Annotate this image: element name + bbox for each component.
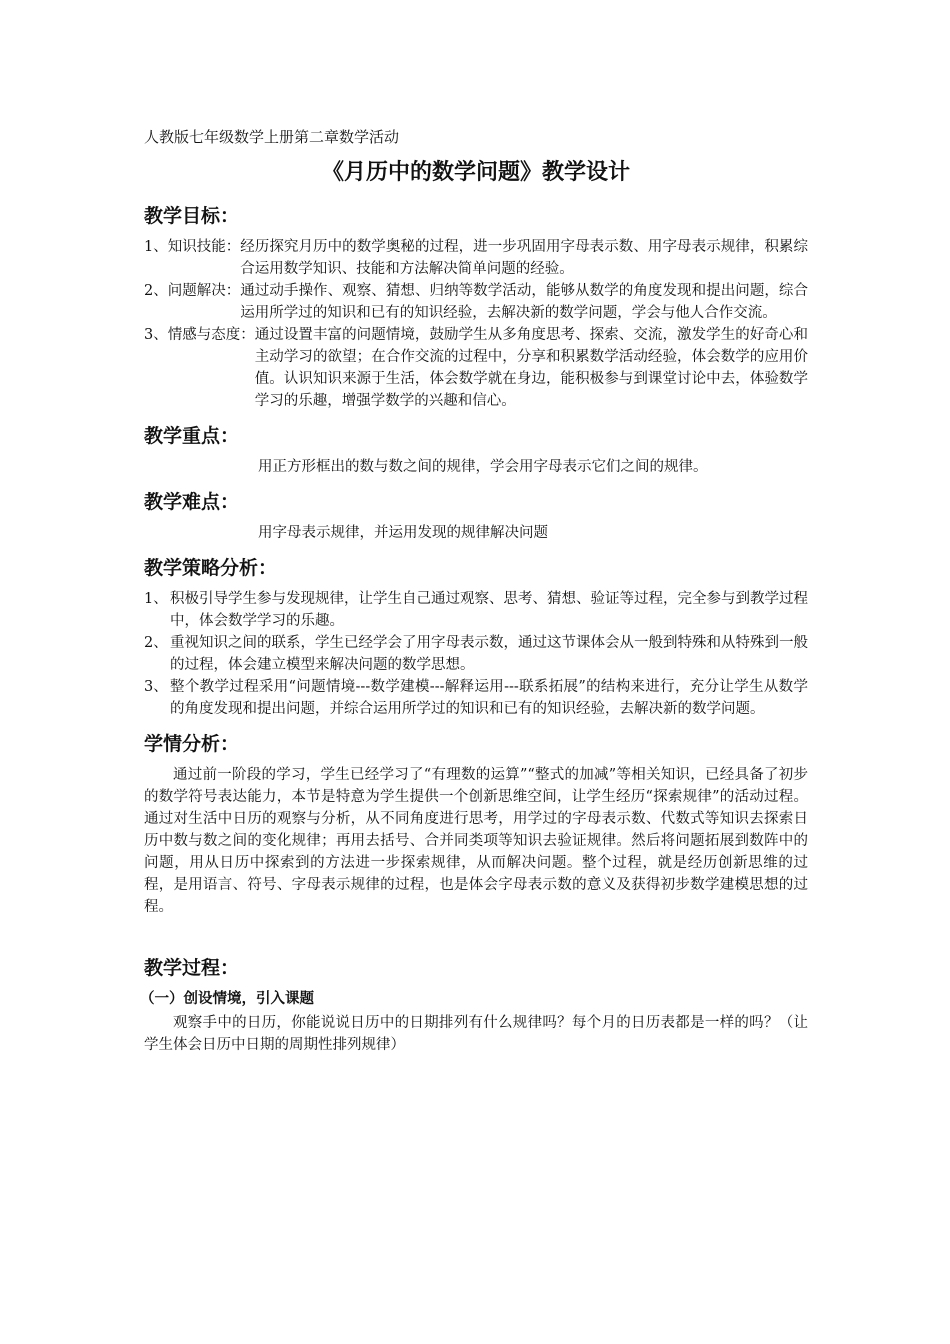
strategy-item xyxy=(144,588,808,632)
objective-text: 经历探究月历中的数学奥秘的过程，进一步巩固用字母表示数、用字母表示规律，积累综合运用数学知识、技能和方法解决简单问题的经验。 xyxy=(240,239,808,277)
objective-label: 1、知识技能： xyxy=(144,239,241,255)
strategy-heading: 教学策略分析： xyxy=(144,557,278,579)
analysis-text: 通过前一阶段的学习，学生已经学习了“有理数的运算”“整式的加减”等相关知识，已经具备了初步的数学符号表达能力，本节是特意为学生提供一个创新思维空间，让学生经历“探索规律”的活动过程。通过对生活中日历的观察与分析，从不同角度进行思考，用学过的字母表示数、代数式等知识去探索日历中数与数之间的变化规律；再用去括号、合并同类项等知识去验证规律。然后将问题拓展到数阵中的问题，用从日历中探索到的方法进一步探索规律，从而解决问题。整个过程，就是经历创新思维的过程，是用语言、符号、字母表示规律的过程，也是体会字母表示数的意义及获得初步数学建模思想的过程。 xyxy=(144,767,808,915)
strategy-text: 整个教学过程采用“问题情境---数学建模---解释运用---联系拓展”的结构来进行，充分让学生从数学的角度发现和提出问题，并综合运用所学过的知识和已有的知识经验，去解决新的数学问题。 xyxy=(170,679,808,717)
difficulties-text: 用字母表示规律，并运用发现的规律解决问题 xyxy=(258,525,548,541)
objectives-list xyxy=(144,236,808,412)
objective-text: 通过设置丰富的问题情境，鼓励学生从多角度思考、探索、交流，激发学生的好奇心和主动学习的欲望；在合作交流的过程中，分享和积累数学活动经验，体会数学的应用价值。认识知识来源于生活，体会数学就在身边，能积极参与到课堂讨论中去，体验数学学习的乐趣，增强学数学的兴趣和信心。 xyxy=(254,327,808,409)
document-content xyxy=(140,126,808,1056)
strategy-list xyxy=(144,588,808,720)
strategy-item xyxy=(144,676,808,720)
objective-item xyxy=(144,236,808,280)
process-heading: 教学过程： xyxy=(144,957,240,979)
strategy-label: 1、 xyxy=(144,591,168,607)
analysis-heading: 学情分析： xyxy=(144,733,240,755)
strategy-text: 重视知识之间的联系，学生已经学会了用字母表示数，通过这节课体会从一般到特殊和从特殊到一般的过程，体会建立模型来解决问题的数学思想。 xyxy=(170,635,808,673)
objective-label: 3、情感与态度： xyxy=(144,327,255,343)
key-points-heading: 教学重点： xyxy=(144,425,240,447)
objective-item xyxy=(144,280,808,324)
strategy-text: 积极引导学生参与发现规律，让学生自己通过观察、思考、猜想、验证等过程，完全参与到教学过程中，体会数学学习的乐趣。 xyxy=(170,591,808,629)
difficulties-heading: 教学难点： xyxy=(144,491,240,513)
objective-label: 2、问题解决： xyxy=(144,283,241,299)
objective-text: 通过动手操作、观察、猜想、归纳等数学活动，能够从数学的角度发现和提出问题，综合运用所学过的知识和已有的知识经验，去解决新的数学问题，学会与他人合作交流。 xyxy=(240,283,808,321)
document-title: 《月历中的数学问题》教学设计 xyxy=(321,160,630,185)
process-section-title: （一）创设情境，引入课题 xyxy=(140,991,314,1007)
process-section-text: 观察手中的日历，你能说说日历中的日期排列有什么规律吗？每个月的日历表都是一样的吗？（让学生体会日历中日期的周期性排列规律） xyxy=(144,1015,808,1053)
strategy-label: 3、 xyxy=(144,679,168,695)
document-subtitle: 人教版七年级数学上册第二章数学活动 xyxy=(144,128,400,146)
key-points-text: 用正方形框出的数与数之间的规律，学会用字母表示它们之间的规律。 xyxy=(258,459,708,475)
objectives-heading: 教学目标： xyxy=(144,205,240,227)
objective-item xyxy=(144,324,808,412)
strategy-item xyxy=(144,632,808,676)
strategy-label: 2、 xyxy=(144,635,168,651)
